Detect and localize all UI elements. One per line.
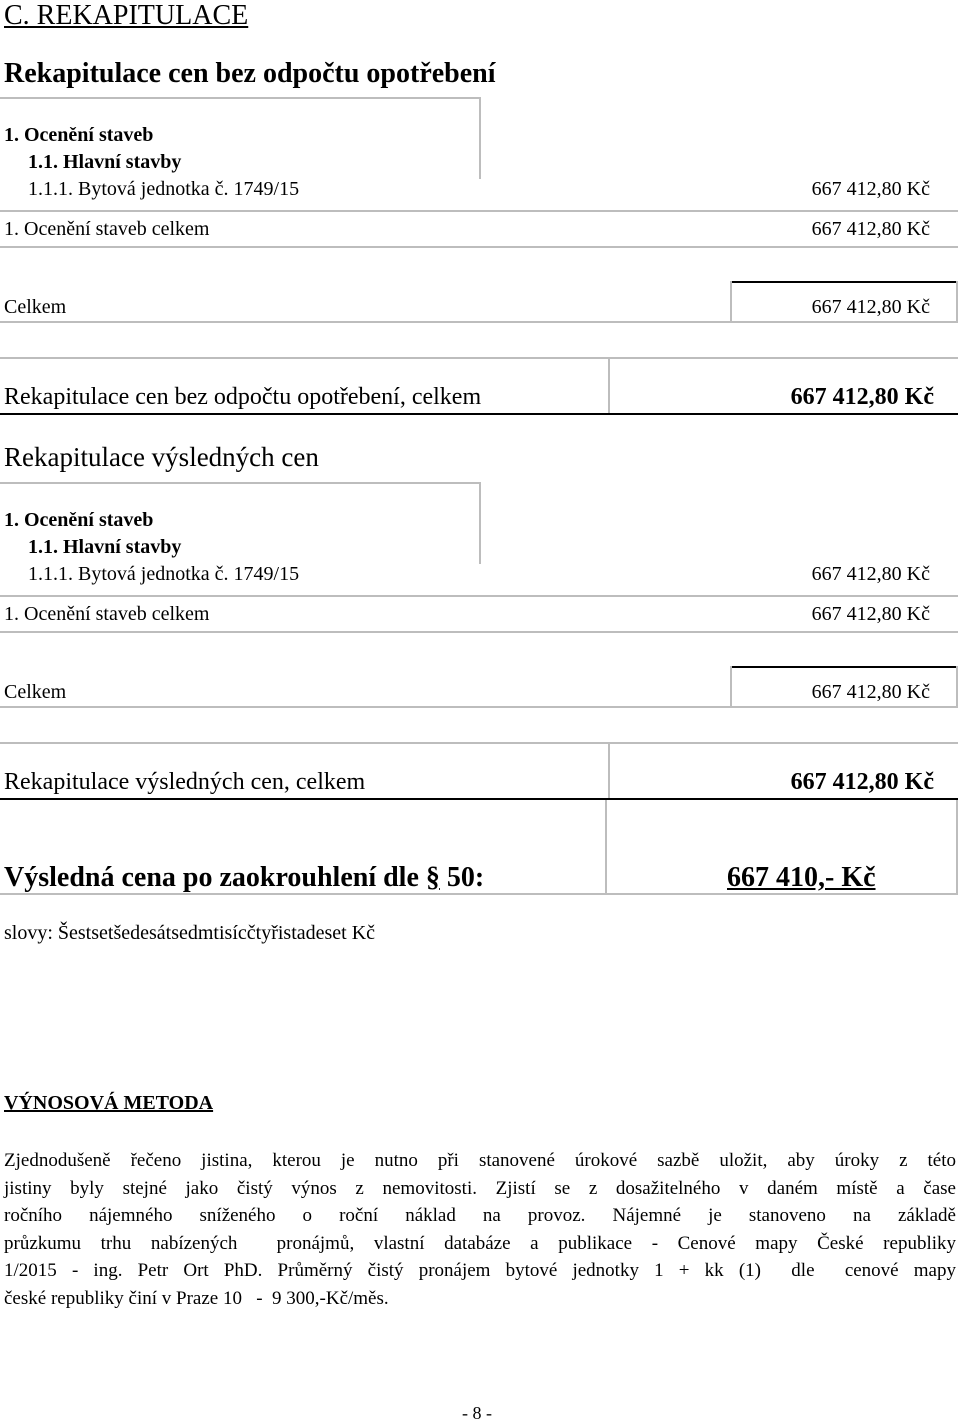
rekap-vysl-celkem-value: 667 412,80 Kč (811, 681, 930, 703)
rekap-vysl-box-topline (0, 482, 481, 484)
result-value: 667 410,- Kč (727, 862, 876, 893)
paragraph-num: 50: (446, 862, 485, 893)
result-divider (605, 800, 607, 894)
result-label-text: Výsledná cena po zaokrouhlení dle (4, 862, 419, 893)
rekap-bez-box-topline (0, 97, 481, 99)
page-number: - 8 - (462, 1403, 492, 1423)
rekap-bez-total-label: 1. Ocenění staveb celkem (4, 218, 210, 240)
rekap-vysl-total-top (0, 595, 958, 597)
vynosova-line: průzkumu trhu nabízených pronájmů, vlastní databáze a publikace - Cenové mapy České republiky (4, 1232, 956, 1254)
vynosova-line: 1/2015 - ing. Petr Ort PhD. Průměrný čistý pronájem bytové jednotky 1 + kk (1) dle cenové mapy (4, 1260, 956, 1281)
rekap-vysl-celkem-topline (730, 666, 958, 668)
rekap-vysl-celkem-bottom (0, 706, 958, 708)
rekap-bez-l2: 1.1. Hlavní stavby (28, 151, 182, 173)
result-label (4, 862, 484, 894)
rekap-bez-celkem-divider (730, 281, 732, 321)
rekap-bez-heading: Rekapitulace cen bez odpočtu opotřebení (4, 58, 496, 89)
rekap-bez-celkem-topline (730, 281, 958, 283)
rekap-vysl-l2: 1.1. Hlavní stavby (28, 536, 182, 558)
vynosova-line: české republiky činí v Praze 10 - 9 300,-Kč/měs. (4, 1287, 389, 1309)
rekap-bez-celkem-value: 667 412,80 Kč (811, 296, 930, 318)
rekap-bez-summary-divider (608, 357, 610, 415)
rekap-vysl-summary-divider (608, 742, 610, 800)
rekap-vysl-total-value: 667 412,80 Kč (811, 603, 930, 625)
vynosova-line: Zjednodušeně řečeno jistina, kterou je nutno při stanovené úrokové sazbě uložit, aby úroky z této (4, 1150, 956, 1171)
vynosova-paragraph (4, 1147, 956, 1312)
vynosova-title: VÝNOSOVÁ METODA (4, 1092, 214, 1114)
vynosova-line: jistiny byly stejné jako čistý výnos z nemovitosti. Zjistí se z dosažitelného v daném místě a čase (4, 1177, 956, 1199)
rekap-vysl-celkem-right (956, 666, 958, 706)
rekap-vysl-summary-bottom (0, 798, 958, 800)
rekap-bez-total-top (0, 210, 958, 212)
rekap-bez-total-value: 667 412,80 Kč (811, 218, 930, 240)
result-bottom (0, 893, 958, 895)
vynosova-line: ročního nájemného sníženého o roční náklad na provoz. Nájemné je stanoveno na základě (4, 1205, 956, 1226)
rekap-bez-l3: 1.1.1. Bytová jednotka č. 1749/15 (28, 178, 300, 200)
rekap-bez-summary-value: 667 412,80 Kč (790, 384, 934, 410)
rekap-vysl-total-bottom (0, 631, 958, 633)
paragraph-sign: § (425, 862, 440, 893)
rekap-bez-l1: 1. Ocenění staveb (4, 124, 154, 146)
rekap-vysl-box-right (479, 482, 481, 564)
result-words: slovy: Šestsetšedesátsedmtisícčtyřistadeset Kč (4, 922, 376, 944)
rekap-vysl-heading: Rekapitulace výsledných cen (4, 442, 319, 472)
rekap-vysl-celkem-divider (730, 666, 732, 706)
rekap-bez-box-top (479, 97, 481, 179)
rekap-vysl-summary-top (0, 742, 958, 744)
rekap-bez-total-bottom (0, 246, 958, 248)
rekap-bez-celkem-bottom (0, 321, 958, 323)
rekap-vysl-summary-label: Rekapitulace výsledných cen, celkem (4, 769, 366, 795)
rekap-vysl-l1: 1. Ocenění staveb (4, 509, 154, 531)
section-title: C. REKAPITULACE (4, 0, 249, 31)
rekap-vysl-summary-value: 667 412,80 Kč (790, 769, 934, 795)
rekap-vysl-l3-value: 667 412,80 Kč (811, 563, 930, 585)
rekap-bez-celkem-right (956, 281, 958, 321)
rekap-vysl-celkem-label: Celkem (4, 681, 67, 703)
rekap-bez-summary-label: Rekapitulace cen bez odpočtu opotřebení, celkem (4, 384, 482, 410)
rekap-bez-l3-value: 667 412,80 Kč (811, 178, 930, 200)
rekap-vysl-total-label: 1. Ocenění staveb celkem (4, 603, 210, 625)
result-right (956, 800, 958, 894)
rekap-vysl-l3: 1.1.1. Bytová jednotka č. 1749/15 (28, 563, 300, 585)
rekap-bez-summary-bottom (0, 413, 958, 415)
rekap-bez-celkem-label: Celkem (4, 296, 67, 318)
rekap-bez-summary-top (0, 357, 958, 359)
